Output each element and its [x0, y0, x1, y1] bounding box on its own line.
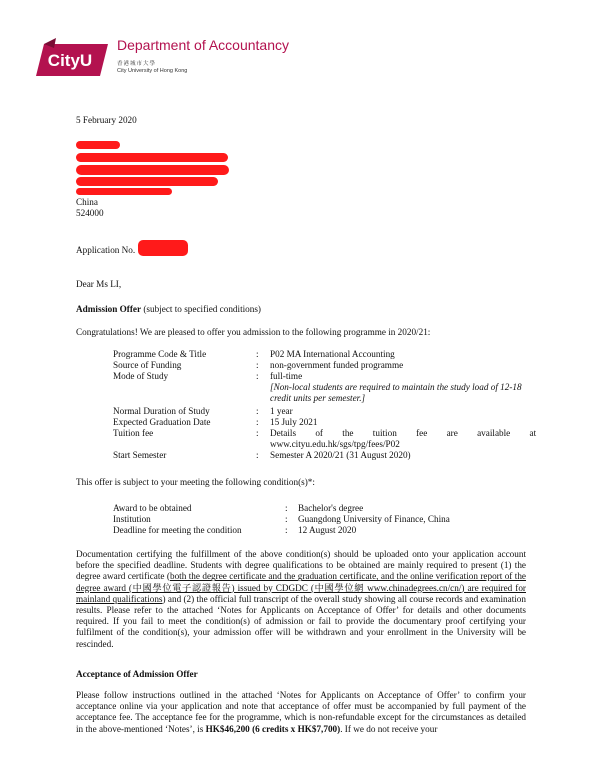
redacted-application-number	[138, 240, 188, 256]
logo-text: CityU	[47, 51, 93, 70]
mode-note: credit units per semester.]	[270, 393, 366, 403]
application-number-label: Application No.	[76, 245, 136, 255]
department-name: Department of Accountancy	[117, 37, 289, 53]
tuition-url: www.cityu.edu.hk/sgs/tpg/fees/P02	[270, 439, 400, 449]
mainland-requirements-link: both the degree certificate and the graduation certificate, and the online verification report of the degree award (中國學位電子認證報告) issued by CDGDC (中國學位網 www.chinadegrees.cn/cn/) are required for mainland qualifications	[76, 571, 527, 604]
redacted-address-line	[76, 153, 228, 162]
address-country: China	[76, 197, 98, 207]
redacted-address-line	[76, 188, 172, 195]
congratulations-text: Congratulations! We are pleased to offer you admission to the following programme in 2020/21:	[76, 327, 431, 337]
redacted-address-line	[76, 177, 218, 186]
university-name-cn: 香港城市大學	[117, 61, 157, 67]
address-postcode: 524000	[76, 208, 104, 218]
mode-note: [Non-local students are required to maintain the study load of 12-18	[270, 382, 522, 392]
offer-heading: Admission Offer (subject to specified conditions)	[76, 304, 261, 314]
redacted-name	[76, 141, 120, 149]
university-name-en: City University of Hong Kong	[117, 68, 188, 74]
redacted-address-line	[76, 165, 229, 175]
condition-intro: This offer is subject to your meeting the following condition(s)*:	[76, 477, 315, 487]
acceptance-heading: Acceptance of Admission Offer	[76, 669, 198, 679]
letter-date: 5 February 2020	[76, 115, 137, 125]
acceptance-paragraph: Please follow instructions outlined in the attached ‘Notes for Applicants on Acceptance of Offer’ to confirm your acceptance online via your application and note that acceptance of offer must be accompanied by full payment of the acceptance fee. The acceptance fee for the programme, which is non-refundable except for the circumstances as detailed in the above-mentioned ‘Notes’, is HK$46,200 (6 credits x HK$7,700). If we do not receive your	[76, 690, 526, 734]
salutation: Dear Ms LI,	[76, 279, 122, 289]
letter-page: CityU Department of Accountancy 香港城市大學 City University of Hong Kong 5 February 2020 China 524000 Application No. Dear Ms LI, Admission Offer (subject to specified conditions) Congratulations! We are pleased to offer you admission to the following programme in 2020/21: Programme Code & Title : P02 MA International Accounting Source of Funding : non-government funded programme Mode of Study : full-time [Non-local students are required to maintain the study load of 12-18 credit units per semester.] Normal Duration of Study : 1 year Expected Graduation Date : 15 July 2021 Tuition fee : Details of the tuition fee are available at www.cityu.edu.hk/sgs/tpg/fees/P02 Start Semester : Semester A 2020/21 (31 August 2020) This offer is subject to your meeting the following condition(s)*: Award to be obtained : Bachelor's degree Institution : Guangdong University of Finance, China Deadline for meeting the condition : 12 August 2020 Documentation certifying the fulfillment of the above condition(s) should be uploaded onto your application account before the specified deadline. Students with degree qualifications to be obtained are mainly required to present (1) the degree award certificate (both the degree certificate and the graduation certificate, and the online verification report of the degree award (中國學位電子認證報告) issued by CDGDC (中國學位網 www.chinadegrees.cn/cn/) are required for mainland qualifications) and (2) the official full transcript of the overall study showing all course records and examination results. Please refer to the attached ‘Notes for Applicants on Acceptance of Offer’ for details and other documents required. If you fail to meet the condition(s) of admission or fail to provide the documentary proof certifying your fulfilment of the condition(s), your admission offer will be withdrawn and your enrollment in the University will be rescinded. Acceptance of Admission Offer Please follow instructions outlined in the attached ‘Notes for Applicants on Acceptance of Offer’ to confirm your acceptance online via your application and note that acceptance of offer must be accompanied by full payment of the acceptance fee. The acceptance fee for the programme, which is non-refundable except for the circumstances as detailed in the above-mentioned ‘Notes’, is HK$46,200 (6 credits x HK$7,700). If we do not receive your	[0, 0, 594, 758]
documentation-paragraph: Documentation certifying the fulfillment of the above condition(s) should be uploaded onto your application account before the specified deadline. Students with degree qualifications to be obtained are mainly required to present (1) the degree award certificate (both the degree certificate and the graduation certificate, and the online verification report of the degree award (中國學位電子認證報告) issued by CDGDC (中國學位網 www.chinadegrees.cn/cn/) are required for mainland qualifications) and (2) the official full transcript of the overall study showing all course records and examination results. Please refer to the attached ‘Notes for Applicants on Acceptance of Offer’ for details and other documents required. If you fail to meet the condition(s) of admission or fail to provide the documentary proof certifying your fulfilment of the condition(s), your admission offer will be withdrawn and your enrollment in the University will be rescinded.	[76, 549, 527, 649]
cityu-logo	[30, 38, 110, 78]
